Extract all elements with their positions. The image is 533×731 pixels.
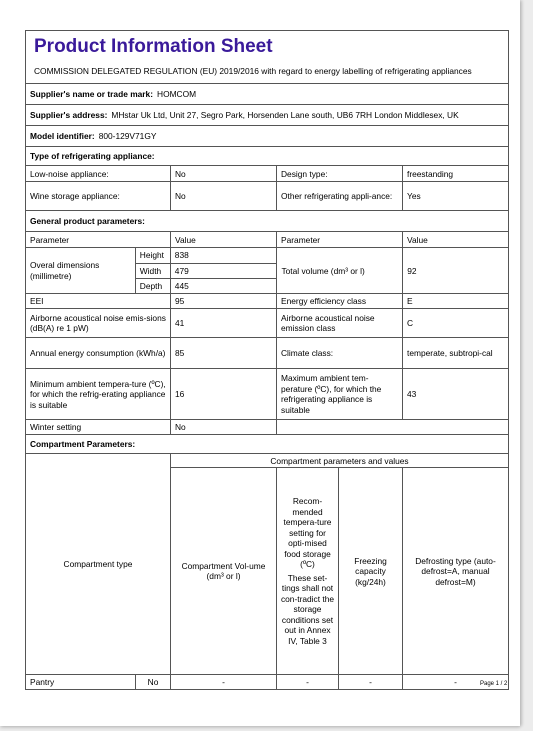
min-temp-label: Minimum ambient tempera-ture (ºC), for which the refrig-erating appliance is suitable <box>26 369 171 419</box>
eei-row <box>26 294 508 309</box>
energy-consumption-value: 85 <box>171 338 277 368</box>
page-title: Product Information Sheet <box>34 36 273 57</box>
climate-class-value: temperate, subtropi-cal <box>407 348 493 358</box>
eei-value: 95 <box>171 294 277 308</box>
low-noise-label: Low-noise appliance: <box>26 166 171 181</box>
compartment-group-header: Compartment parameters and values <box>171 454 508 468</box>
noise-class-value: C <box>407 318 414 328</box>
height-label: Height <box>136 248 171 263</box>
low-noise-row <box>26 166 508 182</box>
title-row <box>26 31 508 84</box>
energy-consumption-label: Annual energy consumption (kWh/a) <box>26 338 171 368</box>
supplier-value: HOMCOM <box>157 89 197 99</box>
type-heading-row <box>26 147 508 166</box>
wine-row <box>26 182 508 211</box>
parameter-header-2: Parameter <box>277 232 403 247</box>
compartment-temp-value: - <box>277 675 339 689</box>
type-heading: Type of refrigerating appliance: <box>30 151 155 161</box>
total-volume-label: Total volume (dm³ or l) <box>277 248 403 293</box>
compartment-present: No <box>136 675 171 689</box>
max-temp-value: 43 <box>407 389 417 399</box>
model-label: Model identifier: <box>30 131 95 141</box>
compartment-heading-row <box>26 435 508 454</box>
winter-setting-value: No <box>171 420 277 434</box>
design-type-label: Design type: <box>277 166 403 181</box>
value-header: Value <box>171 232 277 247</box>
wine-value: No <box>171 182 277 210</box>
supplier-row <box>26 84 508 105</box>
recommended-temp-text: Recom-mended tempera-ture setting for opti-mised food storage (ºC) <box>283 496 332 570</box>
supplier-label: Supplier's name or trade mark: <box>30 89 154 99</box>
value-header-2: Value <box>407 234 428 245</box>
compartment-row <box>26 675 508 689</box>
dimensions-row <box>26 248 508 294</box>
energy-row <box>26 338 508 369</box>
compartment-heading: Compartment Parameters: <box>30 439 136 449</box>
height-value: 838 <box>174 250 189 261</box>
width-label: Width <box>136 264 171 279</box>
winter-empty-cell <box>277 420 508 434</box>
model-value: 800-129V71GY <box>98 131 157 141</box>
freezing-capacity-header: Freezing capacity (kg/24h) <box>339 468 403 674</box>
address-value: MHstar Uk Ltd, Unit 27, Segro Park, Horsenden Lane south, UB6 7RH London Middlesex, UK <box>111 110 459 120</box>
width-value: 479 <box>174 265 189 276</box>
min-temp-value: 16 <box>171 369 277 419</box>
depth-value: 445 <box>174 281 189 292</box>
dimensions-label: Overal dimensions (millimetre) <box>26 248 136 293</box>
general-heading: General product parameters: <box>30 216 145 226</box>
page-number: Page 1 / 2 <box>480 681 508 687</box>
other-appliance-label: Other refrigerating appli-ance: <box>277 182 403 210</box>
temperature-row <box>26 369 508 420</box>
noise-label: Airborne acoustical noise emis-sions (dB(A) re 1 pW) <box>26 309 171 337</box>
eei-label: EEI <box>26 294 171 308</box>
address-label: Supplier's address: <box>30 110 108 120</box>
energy-class-value: E <box>407 296 413 306</box>
climate-class-label: Climate class: <box>277 338 403 368</box>
compartment-header-row <box>26 454 508 675</box>
other-appliance-value: Yes <box>407 191 421 201</box>
max-temp-label: Maximum ambient tem-perature (ºC), for which the refrigerating appliance is suitable <box>277 369 403 419</box>
recommended-temp-header <box>277 468 339 674</box>
parameter-header: Parameter <box>26 232 171 247</box>
total-volume-value: 92 <box>407 265 417 276</box>
noise-class-label: Airborne acoustical noise emission class <box>277 309 403 337</box>
noise-value: 41 <box>171 309 277 337</box>
compartment-defrost-value: - <box>454 677 457 687</box>
noise-row <box>26 309 508 338</box>
general-heading-row <box>26 211 508 232</box>
general-header-row <box>26 232 508 248</box>
compartment-name: Pantry <box>26 675 136 689</box>
compartment-freezing-value: - <box>339 675 403 689</box>
compartment-volume-value: - <box>171 675 277 689</box>
design-type-value: freestanding <box>407 168 454 179</box>
regulation-text: COMMISSION DELEGATED REGULATION (EU) 2019/2016 with regard to energy labelling of refrigerating appliances <box>34 65 472 76</box>
winter-row <box>26 420 508 435</box>
energy-class-label: Energy efficiency class <box>277 294 403 308</box>
compartment-type-header: Compartment type <box>26 454 171 674</box>
model-row <box>26 126 508 147</box>
compartment-volume-header: Compartment Vol-ume (dm³ or l) <box>171 468 277 674</box>
product-information-table <box>25 30 509 690</box>
storage-conditions-text: These set-tings shall not con-tradict the storage conditions set out in Annex IV, Table 3 <box>280 572 335 646</box>
defrosting-type-header: Defrosting type (auto-defrost=A, manual defrost=M) <box>415 555 496 587</box>
depth-label: Depth <box>136 279 171 294</box>
low-noise-value: No <box>171 166 277 181</box>
wine-label: Wine storage appliance: <box>26 182 171 210</box>
winter-setting-label: Winter setting <box>26 420 171 434</box>
address-row <box>26 105 508 126</box>
